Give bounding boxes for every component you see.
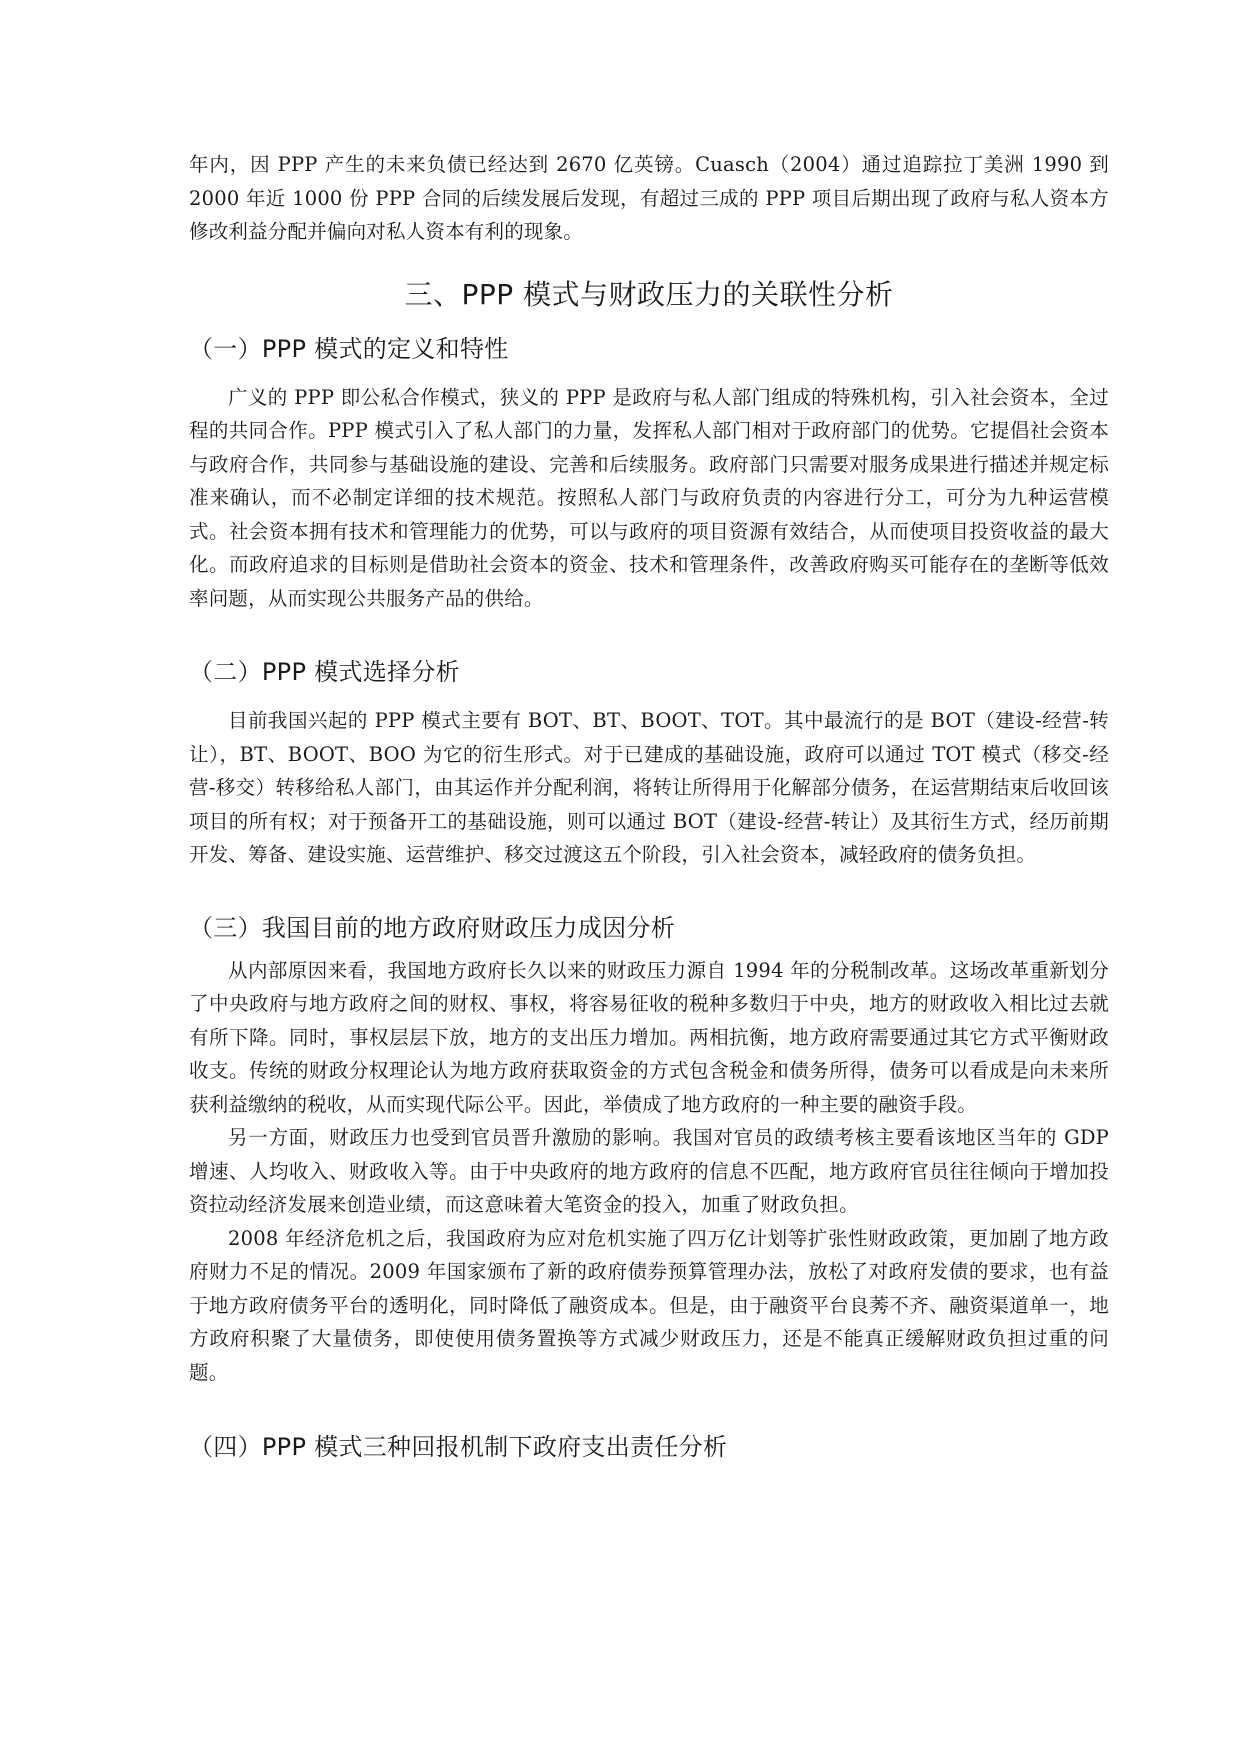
intro-paragraph: 年内，因 PPP 产生的未来负债已经达到 2670 亿英镑。Cuasch（2004）通过追踪拉丁美洲 1990 到 2000 年近 1000 份 PPP 合同的后续发展后发现，有超过三成的 PPP 项目后期出现了政府与私人资本方修改利益分配并偏向对私人资本有利的现象。 <box>189 153 1109 243</box>
section-title: 三、PPP 模式与财政压力的关联性分析 <box>404 277 894 311</box>
subsection-heading-1: （一）PPP 模式的定义和特性 <box>189 334 509 363</box>
body-paragraph: 另一方面，财政压力也受到官员晋升激励的影响。我国对官员的政绩考核主要看该地区当年的 GDP 增速、人均收入、财政收入等。由于中央政府的地方政府的信息不匹配，地方政府官员往往倾向于增加投资拉动经济发展来创造业绩，而这意味着大笔资金的投入，加重了财政负担。 <box>189 1126 1109 1216</box>
subsection-heading-2: （二）PPP 模式选择分析 <box>189 658 460 686</box>
body-paragraph: 目前我国兴起的 PPP 模式主要有 BOT、BT、BOOT、TOT。其中最流行的是 BOT（建设-经营-转让），BT、BOOT、BOO 为它的衍生形式。对于已建成的基础设施，政府可以通过 TOT 模式（移交-经营-移交）转移给私人部门，由其运作并分配利润，将转让所得用于化解部分债务，在运营期结束后收回该项目的所有权；对于预备开工的基础设施，则可以通过 BOT（建设-经营-转让）及其衍生方式，经历前期开发、筹备、建设实施、运营维护、移交过渡这五个阶段，引入社会资本，减轻政府的债务负担。 <box>189 709 1109 866</box>
subsection-heading-4: （四）PPP 模式三种回报机制下政府支出责任分析 <box>189 1433 728 1461</box>
body-paragraph: 广义的 PPP 即公私合作模式，狭义的 PPP 是政府与私人部门组成的特殊机构，引入社会资本，全过程的共同合作。PPP 模式引入了私人部门的力量，发挥私人部门相对于政府部门的优势。它提倡社会资本与政府合作，共同参与基础设施的建设、完善和后续服务。政府部门只需要对服务成果进行描述并规定标准来确认，而不必制定详细的技术规范。按照私人部门与政府负责的内容进行分工，可分为九种运营模式。社会资本拥有技术和管理能力的优势，可以与政府的项目资源有效结合，从而使项目投资收益的最大化。而政府追求的目标则是借助社会资本的资金、技术和管理条件，改善政府购买可能存在的垄断等低效率问题，从而实现公共服务产品的供给。 <box>189 385 1109 610</box>
document-page <box>189 148 1109 1465</box>
body-paragraph: 2008 年经济危机之后，我国政府为应对危机实施了四万亿计划等扩张性财政政策，更加剧了地方政府财力不足的情况。2009 年国家颁布了新的政府债券预算管理办法，放松了对政府发债的要求，也有益于地方政府债务平台的透明化，同时降低了融资成本。但是，由于融资平台良莠不齐、融资渠道单一，地方政府积聚了大量债务，即使使用债务置换等方式减少财政压力，还是不能真正缓解财政负担过重的问题。 <box>189 1226 1109 1384</box>
subsection-heading-3: （三）我国目前的地方政府财政压力成因分析 <box>189 913 675 942</box>
body-paragraph: 从内部原因来看，我国地方政府长久以来的财政压力源自 1994 年的分税制改革。这场改革重新划分了中央政府与地方政府之间的财权、事权，将容易征收的税种多数归于中央，地方的财政收入相比过去就有所下降。同时，事权层层下放，地方的支出压力增加。两相抗衡，地方政府需要通过其它方式平衡财政收支。传统的财政分权理论认为地方政府获取资金的方式包含税金和债务所得，债务可以看成是向未来所获利益缴纳的税收，从而实现代际公平。因此，举债成了地方政府的一种主要的融资手段。 <box>189 958 1109 1116</box>
